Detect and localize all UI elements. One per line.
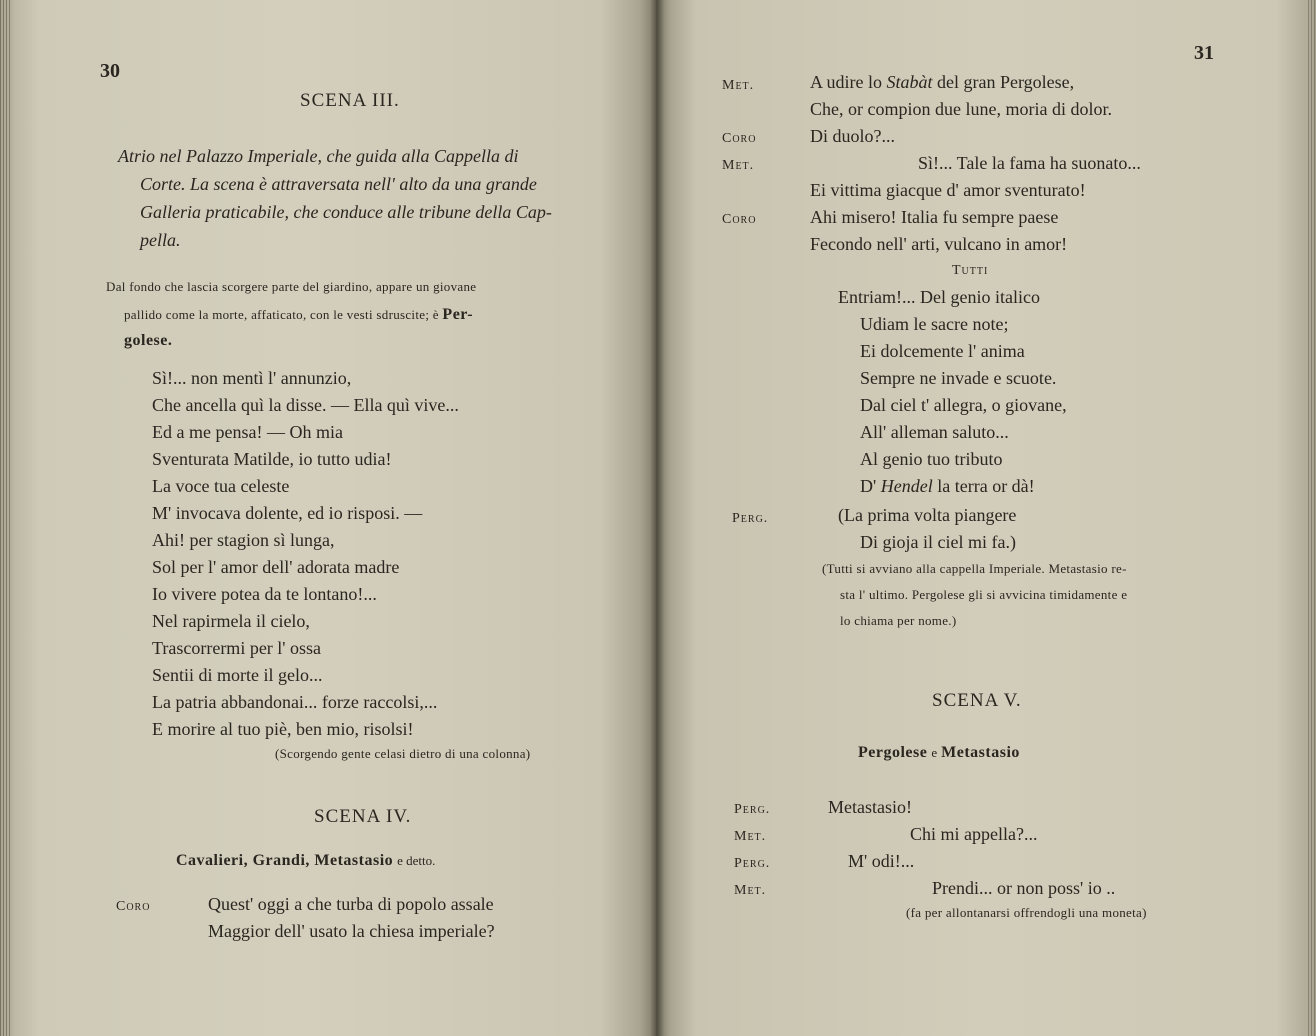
- page-edges: [1306, 0, 1316, 1036]
- page-edges: [0, 0, 12, 1036]
- left-page: [0, 0, 656, 1036]
- book-gutter: [650, 0, 664, 1036]
- speaker-label: Met.: [734, 829, 767, 844]
- verse-line: Trascorrermi per l' ossa: [152, 638, 322, 658]
- dialogue-line: A udire lo Stabàt del gran Pergolese,: [810, 72, 1075, 92]
- speaker-label: Met.: [734, 883, 767, 898]
- cast-joiner: e: [931, 745, 938, 760]
- verse-line: Al genio tuo tributo: [860, 449, 1003, 469]
- right-page: [656, 0, 1316, 1036]
- direction-text: pallido come la morte, affaticato, con le vesti sdruscite; è: [124, 307, 439, 322]
- dialogue-line: Di duolo?...: [810, 126, 895, 146]
- dialogue-line: Ei vittima giacque d' amor sventurato!: [810, 180, 1086, 200]
- dialogue-line: Di gioja il ciel mi fa.): [860, 532, 1016, 552]
- verse-line: Ei dolcemente l' anima: [860, 341, 1025, 361]
- scene-title: SCENA III.: [300, 90, 400, 111]
- dialogue-line: Maggior dell' usato la chiesa imperiale?: [208, 921, 495, 941]
- direction-line: lo chiama per nome.): [840, 613, 957, 628]
- dialogue-line: Quest' oggi a che turba di popolo assale: [208, 894, 494, 914]
- verse-line: Ahi! per stagion sì lunga,: [152, 530, 335, 550]
- aside-direction: (Scorgendo gente celasi dietro di una colonna): [275, 746, 531, 761]
- page-number: 30: [100, 60, 120, 82]
- setting-line: Corte. La scena è attraversata nell' alto da una grande: [140, 174, 537, 194]
- dialogue-line: Chi mi appella?...: [910, 824, 1038, 844]
- verse-line: Io vivere potea da te lontano!...: [152, 584, 377, 604]
- direction-line: sta l' ultimo. Pergolese gli si avvicina timidamente e: [840, 587, 1128, 602]
- verse-line: Dal ciel t' allegra, o giovane,: [860, 395, 1067, 415]
- speaker-label: Met.: [722, 78, 755, 93]
- dialogue-line: Che, or compion due lune, moria di dolor.: [810, 99, 1112, 119]
- dialogue-line: (La prima volta piangere: [838, 505, 1017, 525]
- speaker-label: Coro: [116, 899, 151, 914]
- speaker-label: Perg.: [732, 511, 769, 526]
- dialogue-line: Ahi misero! Italia fu sempre paese: [810, 207, 1059, 227]
- cast-tail: e detto.: [397, 853, 436, 868]
- verse-line: Udiam le sacre note;: [860, 314, 1009, 334]
- speaker-label: Coro: [722, 212, 757, 227]
- scene-cast: [176, 852, 435, 870]
- verse-line: Che ancella quì la disse. — Ella quì vive...: [152, 395, 459, 415]
- dialogue-line: M' odi!...: [848, 851, 915, 871]
- page-number: 31: [1194, 42, 1214, 64]
- verse-line: Sol per l' amor dell' adorata madre: [152, 557, 400, 577]
- verse-line: All' alleman saluto...: [860, 422, 1009, 442]
- verse-line: D' Hendel la terra or dà!: [860, 476, 1035, 496]
- verse-line: Sì!... non mentì l' annunzio,: [152, 368, 352, 388]
- direction-line: Dal fondo che lascia scorgere parte del giardino, appare un giovane: [106, 279, 477, 294]
- speaker-label: Met.: [722, 158, 755, 173]
- cast-name: Pergolese: [858, 744, 928, 761]
- verse-line: La patria abbandonai... forze raccolsi,...: [152, 692, 438, 712]
- scene-cast: [858, 744, 1020, 762]
- dialogue-line: Sì!... Tale la fama ha suonato...: [918, 153, 1141, 173]
- verse-line: E morire al tuo piè, ben mio, risolsi!: [152, 719, 414, 739]
- speaker-label: Tutti: [952, 263, 989, 278]
- direction-line: (Tutti si avviano alla cappella Imperiale. Metastasio re-: [822, 561, 1127, 576]
- direction-line: [124, 306, 473, 324]
- verse-line: Entriam!... Del genio italico: [838, 287, 1040, 307]
- character-name: golese.: [124, 332, 173, 349]
- setting-line: Galleria praticabile, che conduce alle tribune della Cap-: [140, 202, 552, 222]
- aside-direction: (fa per allontanarsi offrendogli una moneta): [906, 905, 1147, 920]
- verse-line: Ed a me pensa! — Oh mia: [152, 422, 343, 442]
- dialogue-line: Prendi... or non poss' io ..: [932, 878, 1116, 898]
- speaker-label: Perg.: [734, 856, 771, 871]
- cast-names: Cavalieri, Grandi, Metastasio: [176, 852, 394, 869]
- dialogue-line: Metastasio!: [828, 797, 912, 817]
- dialogue-line: Fecondo nell' arti, vulcano in amor!: [810, 234, 1068, 254]
- verse-line: Nel rapirmela il cielo,: [152, 611, 310, 631]
- cast-name: Metastasio: [941, 744, 1020, 761]
- setting-line: pella.: [140, 230, 181, 250]
- verse-line: Sempre ne invade e scuote.: [860, 368, 1057, 388]
- verse-line: La voce tua celeste: [152, 476, 290, 496]
- speaker-label: Perg.: [734, 802, 771, 817]
- scene-title: SCENA V.: [932, 690, 1022, 711]
- verse-line: M' invocava dolente, ed io risposi. —: [152, 503, 423, 523]
- verse-line: Sventurata Matilde, io tutto udia!: [152, 449, 392, 469]
- scene-title: SCENA IV.: [314, 806, 412, 827]
- setting-line: Atrio nel Palazzo Imperiale, che guida alla Cappella di: [118, 146, 519, 166]
- verse-line: Sentii di morte il gelo...: [152, 665, 323, 685]
- character-name: Per-: [442, 306, 474, 323]
- speaker-label: Coro: [722, 131, 757, 146]
